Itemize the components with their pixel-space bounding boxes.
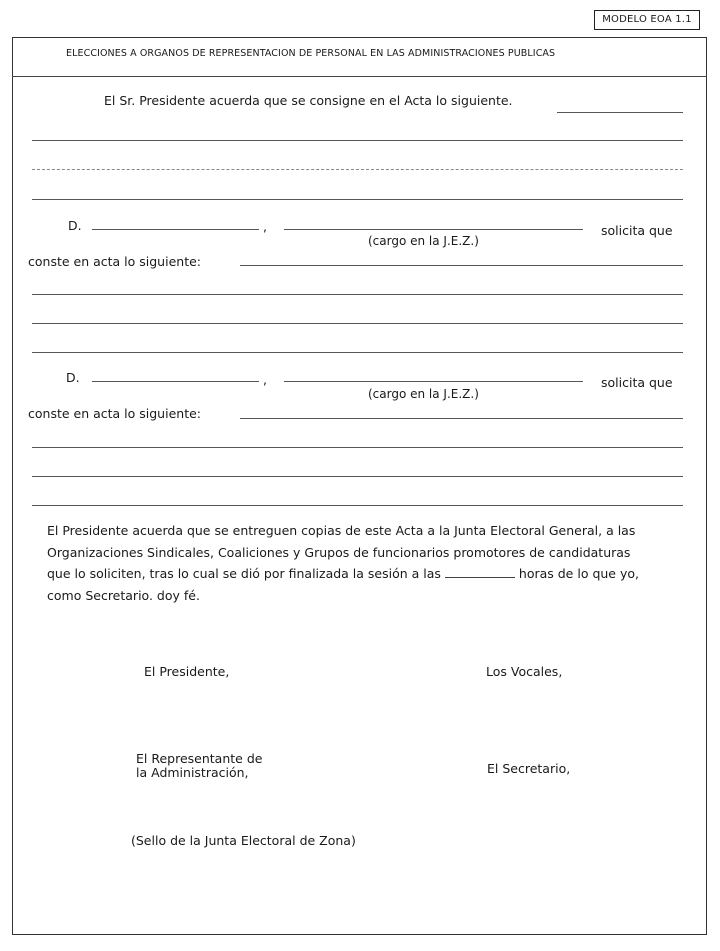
petition-1-solicita: solicita que <box>601 223 673 238</box>
model-label: MODELO EOA 1.1 <box>594 10 700 30</box>
fill-line-1[interactable] <box>32 140 683 141</box>
petition-2-fill-line-2[interactable] <box>32 447 683 448</box>
fill-line-2[interactable] <box>32 169 683 170</box>
petition-1-comma: , <box>263 219 267 234</box>
closing-line-1: El Presidente acuerda que se entreguen copias de este Acta a la Junta Electoral General, a las <box>47 523 636 538</box>
petition-1-fill-line-1[interactable] <box>240 265 683 266</box>
closing-line-2: Organizaciones Sindicales, Coaliciones y Grupos de funcionarios promotores de candidaturas <box>47 544 631 560</box>
petition-2-cargo-line[interactable] <box>284 381 583 382</box>
form-frame <box>12 37 707 935</box>
header-divider <box>12 76 707 77</box>
petition-1-cargo-line[interactable] <box>284 229 583 230</box>
signature-representante <box>136 752 262 780</box>
petition-2-conste: conste en acta lo siguiente: <box>28 406 201 421</box>
petition-1-fill-line-3[interactable] <box>32 323 683 324</box>
petition-1-fill-line-4[interactable] <box>32 352 683 353</box>
petition-2-name-line[interactable] <box>92 381 259 382</box>
petition-2-fill-line-1[interactable] <box>240 418 683 419</box>
hours-fill-line[interactable] <box>445 567 515 578</box>
signature-presidente: El Presidente, <box>144 664 230 679</box>
petition-2-fill-line-4[interactable] <box>32 505 683 506</box>
petition-2-prefix: D. <box>66 370 80 385</box>
closing-paragraph <box>47 520 697 606</box>
closing-line-3 <box>47 563 697 585</box>
closing-line-3-end: horas de lo que yo, <box>518 566 639 581</box>
petition-2-cargo-caption: (cargo en la J.E.Z.) <box>368 387 479 401</box>
signature-representante-line-2: la Administración, <box>136 765 249 780</box>
intro-fill-line[interactable] <box>557 112 683 113</box>
petition-2-solicita: solicita que <box>601 375 673 390</box>
petition-1-name-line[interactable] <box>92 229 259 230</box>
petition-2-comma: , <box>263 372 267 387</box>
signature-secretario: El Secretario, <box>487 761 571 776</box>
petition-1-prefix: D. <box>68 218 82 233</box>
seal-caption: (Sello de la Junta Electoral de Zona) <box>131 833 356 848</box>
signature-vocales: Los Vocales, <box>486 664 563 679</box>
president-intro-text: El Sr. Presidente acuerda que se consigne en el Acta lo siguiente. <box>104 93 513 108</box>
petition-1-conste: conste en acta lo siguiente: <box>28 254 201 269</box>
form-header-title: ELECCIONES A ORGANOS DE REPRESENTACION DE PERSONAL EN LAS ADMINISTRACIONES PUBLICAS <box>66 48 556 59</box>
closing-line-3-start: que lo soliciten, tras lo cual se dió por finalizada la sesión a las <box>47 566 441 581</box>
petition-1-cargo-caption: (cargo en la J.E.Z.) <box>368 234 479 248</box>
fill-line-3[interactable] <box>32 199 683 200</box>
closing-line-4: como Secretario. doy fé. <box>47 587 200 603</box>
signature-representante-line-1: El Representante de <box>136 751 263 766</box>
petition-1-fill-line-2[interactable] <box>32 294 683 295</box>
petition-2-fill-line-3[interactable] <box>32 476 683 477</box>
